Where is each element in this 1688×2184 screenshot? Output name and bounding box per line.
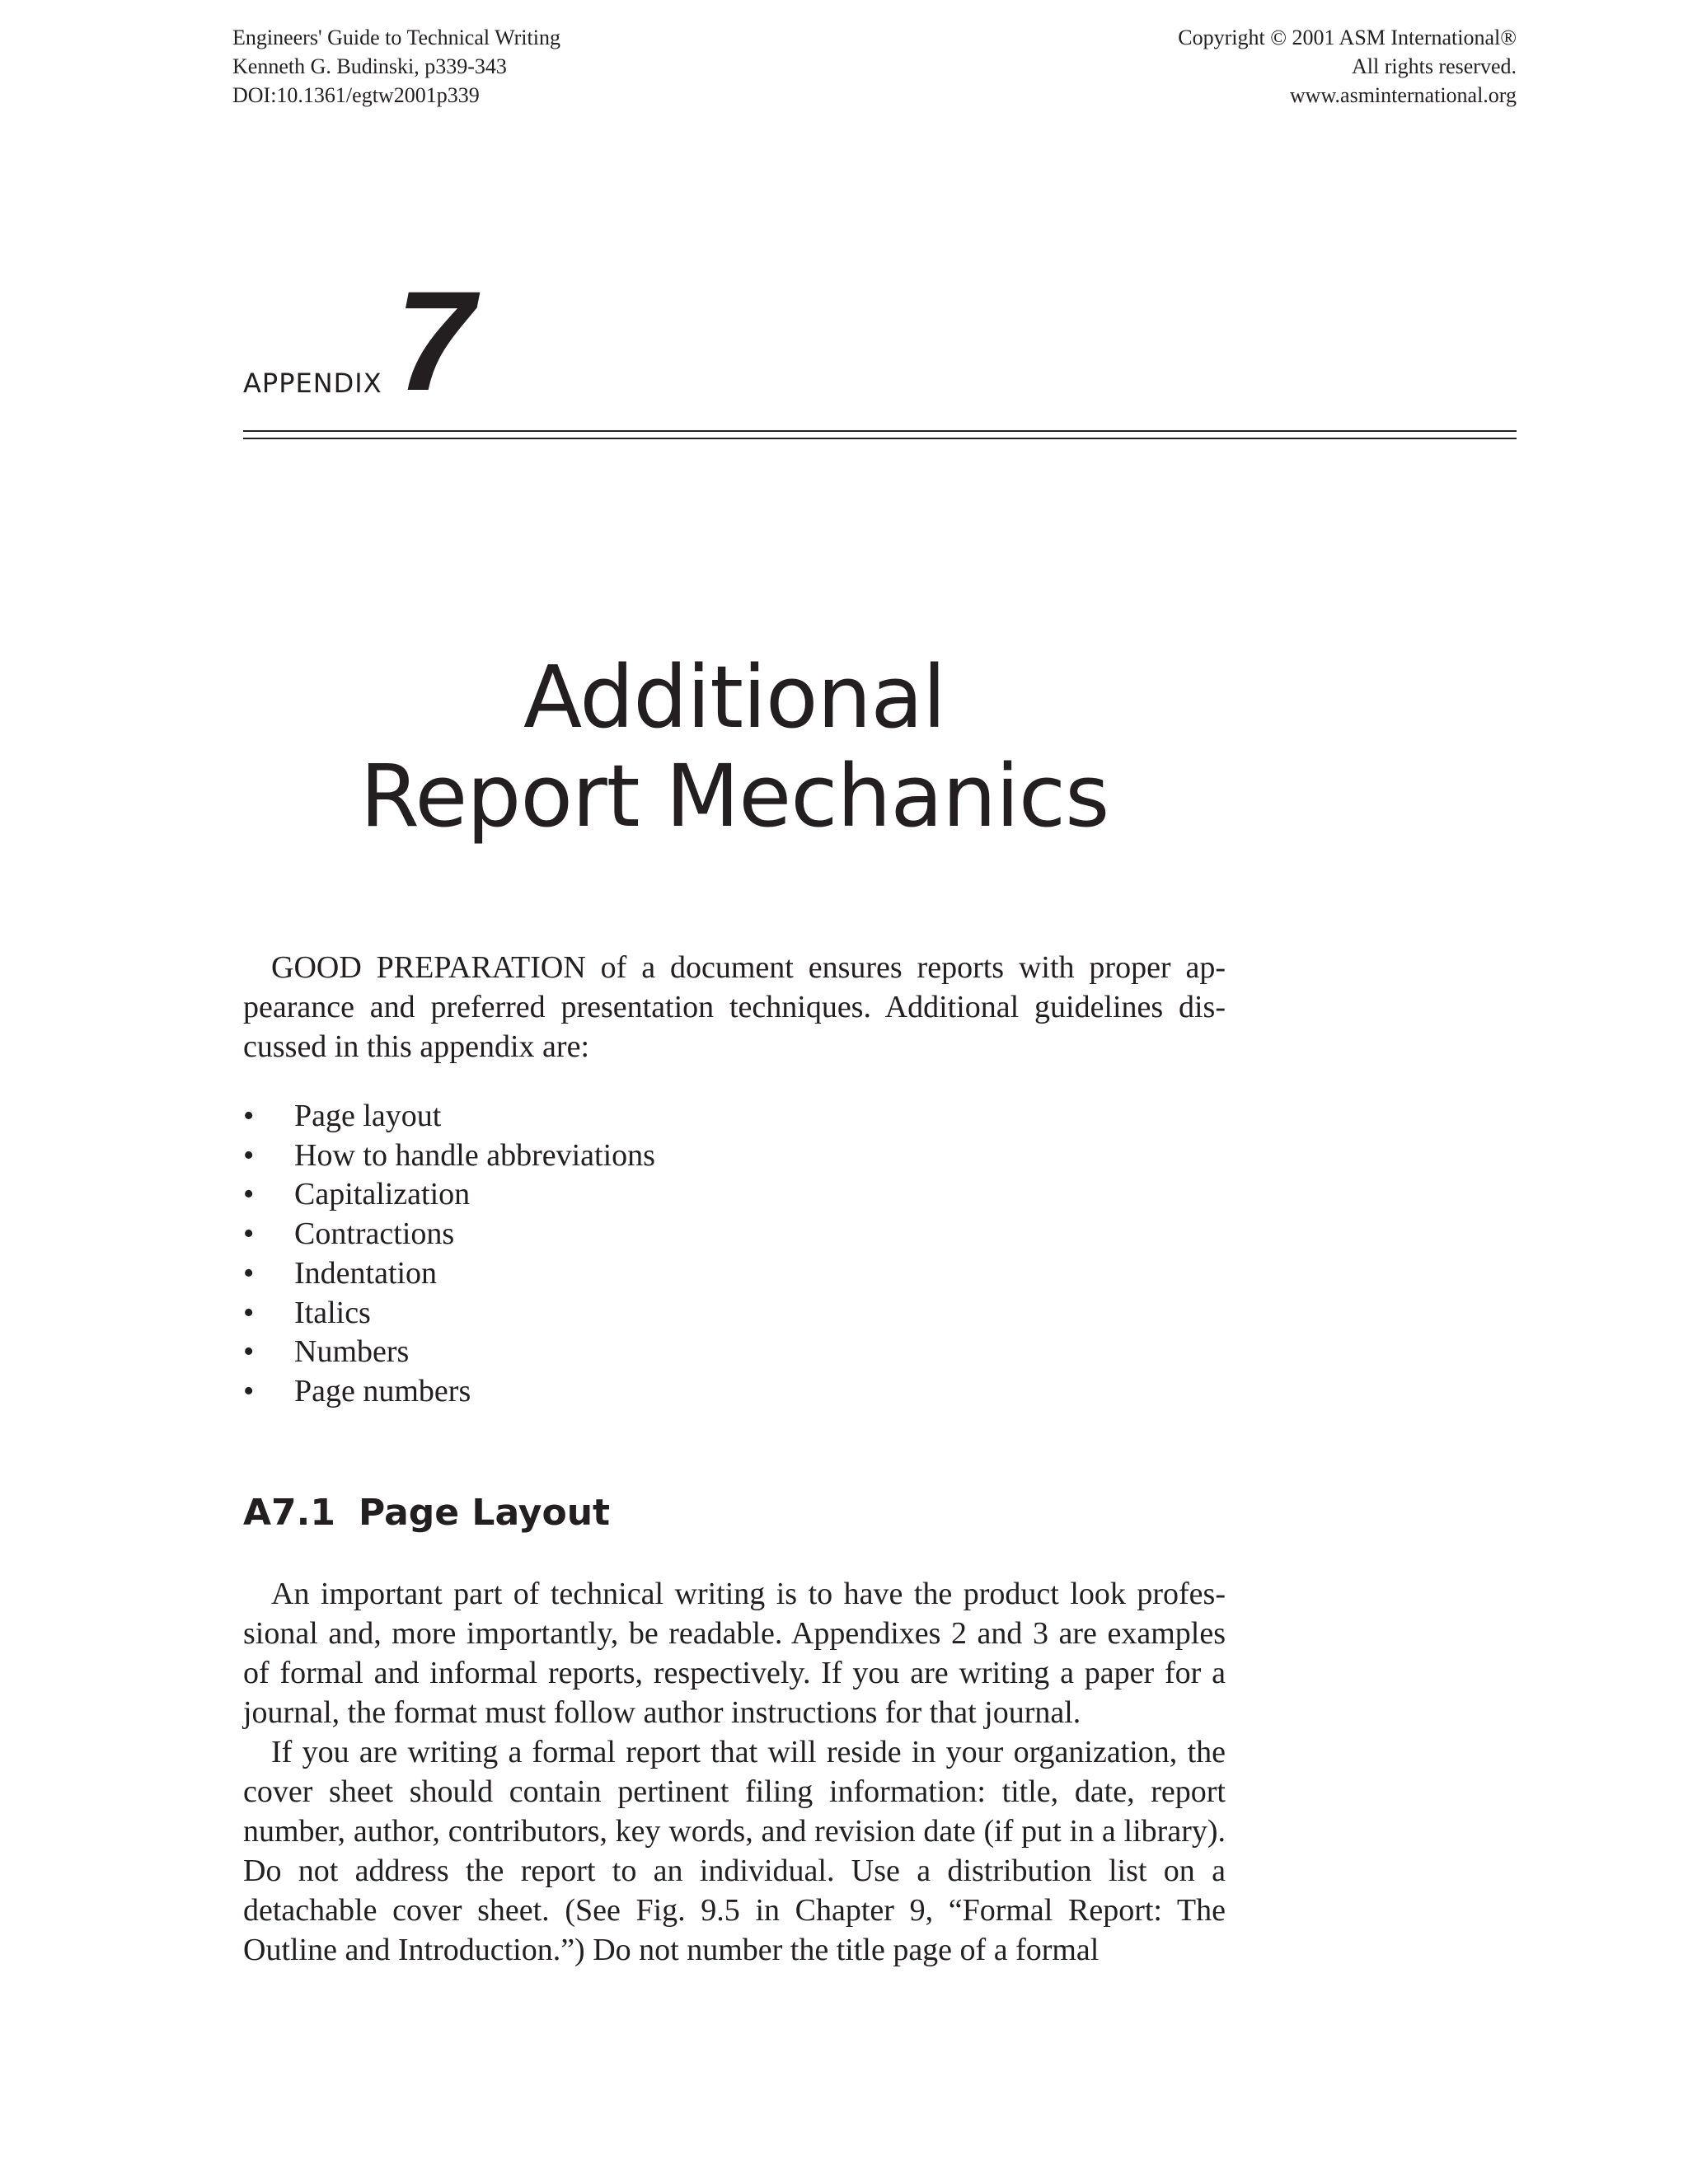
header-rights: All rights reserved.: [1351, 54, 1517, 78]
list-item: [243, 1097, 655, 1137]
list-item-label: Contractions: [294, 1216, 455, 1252]
list-item-label: Page layout: [294, 1099, 442, 1133]
list-item: [243, 1294, 655, 1333]
bullet-icon: •: [243, 1373, 255, 1408]
section-paragraph-2: If you are writing a formal report that will reside in your organization, the cover sheet should contain pertinent filing information: title, date, report number, author, contributors, key words, and revision date (if put in a library). Do not address the report to an individual. Use a distribution list on a detachable cover sheet. (See Fig. 9.5 in Chapter 9, “Formal Report: The Outline and Introduction.”) Do not number the title page of a formal: [243, 1735, 1226, 1967]
page-title-line-1: Additional: [523, 647, 946, 748]
section-title: Page Layout: [359, 1492, 611, 1534]
list-item-label: Numbers: [294, 1334, 410, 1370]
list-item-label: Page numbers: [294, 1373, 471, 1408]
section-heading: [243, 1490, 610, 1536]
list-item-label: How to handle abbreviations: [294, 1137, 655, 1173]
header-author-pages: Kenneth G. Budinski, p339-343: [232, 54, 507, 78]
heading-rule-bottom: [243, 438, 1517, 439]
list-item-label: Italics: [294, 1295, 371, 1330]
bullet-icon: •: [243, 1255, 255, 1291]
list-item: [243, 1333, 655, 1372]
bullet-icon: •: [243, 1334, 255, 1370]
list-item: [243, 1215, 655, 1254]
heading-rule-top: [243, 430, 1517, 432]
bullet-icon: •: [243, 1099, 255, 1133]
bullet-icon: •: [243, 1216, 255, 1252]
intro-text: [243, 948, 1226, 1066]
section-number: A7.1: [243, 1492, 335, 1534]
topics-list: [243, 1097, 655, 1412]
intro-paragraph: GOOD PREPARATION of a document ensures reports with proper appearance and preferred presentation techniques. Additional guidelines discussed in this appendix are:: [243, 950, 1226, 1064]
header-website: www.asminternational.org: [1289, 83, 1517, 107]
bullet-icon: •: [243, 1177, 255, 1212]
list-item-label: Indentation: [294, 1255, 438, 1291]
appendix-label: APPENDIX: [243, 368, 382, 399]
section-body: [243, 1574, 1226, 1970]
appendix-number: 7: [396, 262, 475, 420]
header-book-title: Engineers' Guide to Technical Writing: [232, 26, 560, 49]
page-title-line-2: Report Mechanics: [359, 746, 1109, 846]
bullet-icon: •: [243, 1137, 255, 1173]
list-item: [243, 1137, 655, 1176]
list-item: [243, 1372, 655, 1412]
header-copyright: Copyright © 2001 ASM International®: [1178, 26, 1517, 49]
list-item: [243, 1175, 655, 1215]
list-item: [243, 1254, 655, 1294]
header-doi: DOI:10.1361/egtw2001p339: [232, 83, 480, 107]
bullet-icon: •: [243, 1295, 255, 1330]
list-item-label: Capitalization: [294, 1177, 471, 1212]
section-paragraph-1: An important part of technical writing is to have the product look professional and, more importantly, be readable. Appendixes 2 and 3 are examples of formal and informal reports, respectively. If you are writing a paper for a journal, the format must follow author instructions for that journal.: [243, 1577, 1226, 1730]
